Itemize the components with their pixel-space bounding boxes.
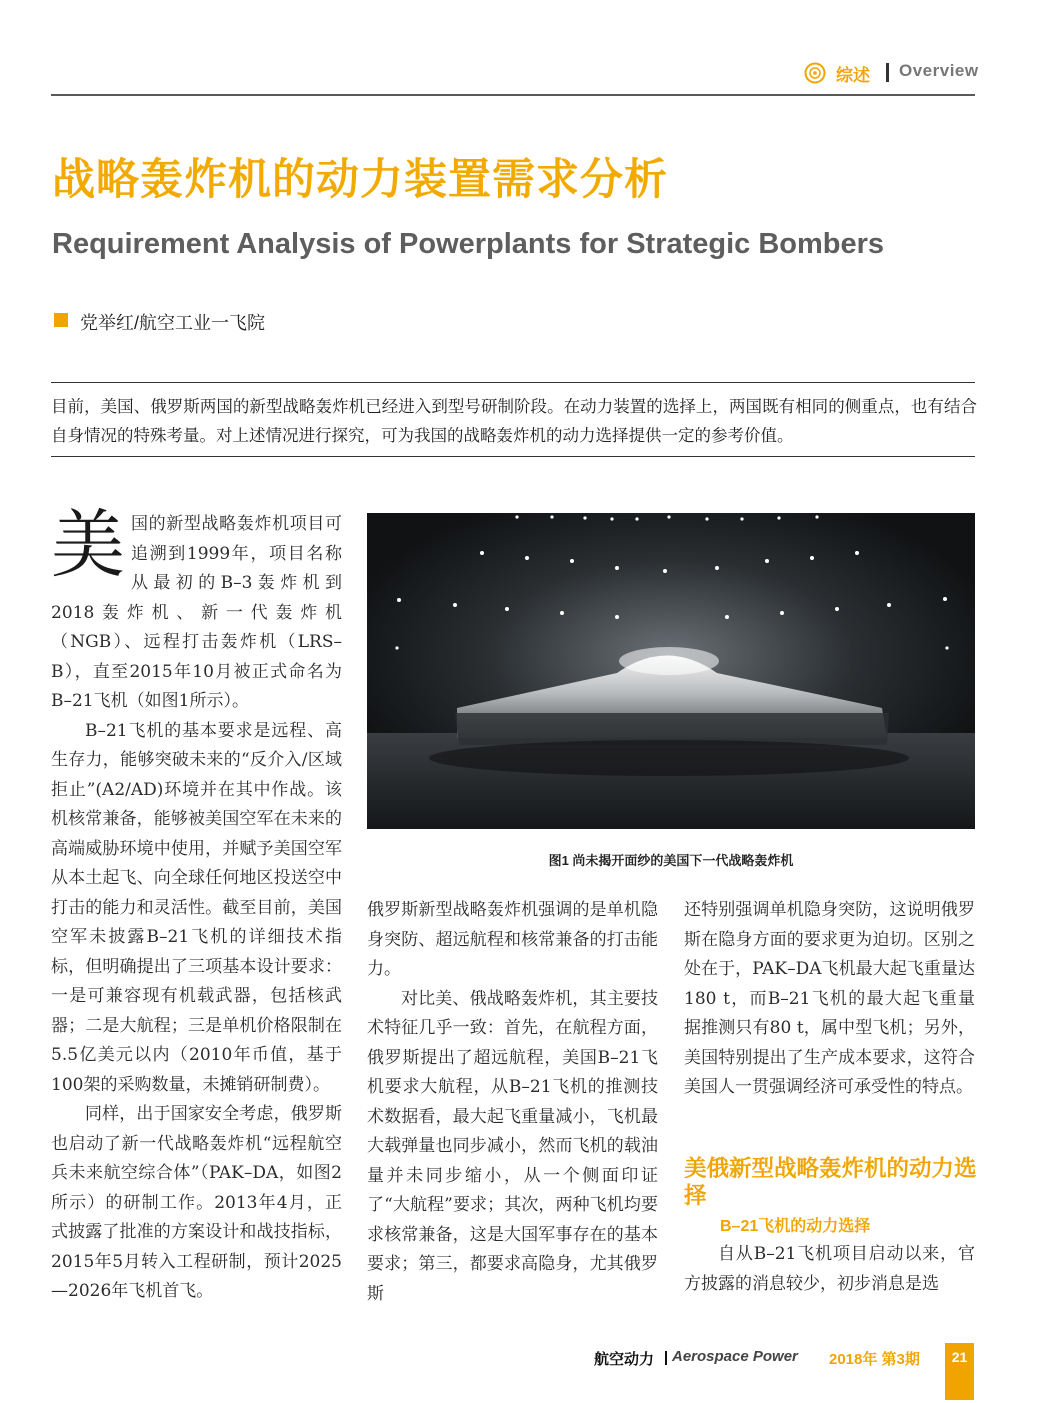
paragraph: 还特别强调单机隐身突防，这说明俄罗斯在隐身方面的要求更为迫切。区别之处在于，PAK–DA飞机最大起飞重量达180 t，而B–21飞机的最大起飞重量据推测只有80 t，属中型飞机；另外，美国特别提出了生产成本要求，这符合美国人一贯强调经济可承受性的特点。 [684,900,975,1097]
subsection-heading: B–21飞机的动力选择 [720,1218,871,1235]
article-title-cn: 战略轰炸机的动力装置需求分析 [52,156,668,204]
journal-name-en: Aerospace Power [672,1348,798,1365]
body-column-3 [684,896,975,1103]
author-line: 党举红/航空工业一飞院 [80,313,265,333]
author-marker [54,313,68,327]
body-column-3-continued [684,1240,975,1299]
header-divider [886,63,889,82]
paragraph: B–21飞机的基本要求是远程、高生存力，能够突破未来的“反介入/区域拒止”(A2/AD)环境并在其中作战。该机核常兼备，能够被美国空军在未来的高端威胁环境中使用，并赋予美国空军从本土起飞、向全球任何地区投送空中打击的能力和灵活性。截至目前，美国空军未披露B–21飞机的详细技术指标，但明确提出了三项基本设计要求：一是可兼容现有机载武器，包括核武器；二是大航程；三是单机价格限制在5.5亿美元以内（2010年币值，基于100架的采购数量，未摊销研制费）。 [51,720,342,1095]
section-label: 综述 [836,66,870,85]
issue-label: 2018年 第3期 [829,1351,920,1368]
figure-caption: 图1 尚未揭开面纱的美国下一代战略轰炸机 [548,853,794,868]
abstract-bottom-rule [51,456,975,457]
paragraph-text: 国的新型战略轰炸机项目可追溯到1999年，项目名称从最初的B–3轰炸机到2018轰炸机、新一代轰炸机（NGB）、远程打击轰炸机（LRS–B），直至2015年10月被正式命名为B–21飞机（如图1所示）。 [51,514,342,711]
paragraph: 自从B–21飞机项目启动以来，官方披露的消息较少，初步消息是选 [684,1244,975,1294]
abstract: 目前，美国、俄罗斯两国的新型战略轰炸机已经进入到型号研制阶段。在动力装置的选择上，两国既有相同的侧重点，也有结合自身情况的特殊考量。对上述情况进行探究，可为我国的战略轰炸机的动力选择提供一定的参考价值。 [51,398,977,445]
page-number: 21 [951,1349,968,1365]
paragraph: 对比美、俄战略轰炸机，其主要技术特征几乎一致：首先，在航程方面，俄罗斯提出了超远航程，美国B–21飞机要求大航程，从B–21飞机的推测技术数据看，最大起飞重量减小，飞机最大载弹量也同步减小，然而飞机的载油量并未同步缩小，从一个侧面印证了“大航程”要求；其次，两种飞机均要求核常兼备，这是大国军事存在的基本要求；第三，都要求高隐身，尤其俄罗斯 [367,988,658,1304]
footer-divider [665,1351,667,1365]
journal-name-cn: 航空动力 [594,1351,655,1368]
article-title-en: Requirement Analysis of Powerplants for Strategic Bombers [52,228,885,260]
header-rule [51,94,975,96]
paragraph: 同样，出于国家安全考虑，俄罗斯也启动了新一代战略轰炸机“远程航空兵未来航空综合体”（PAK–DA，如图2所示）的研制工作。2013年4月，正式披露了批准的方案设计和战技指标，2015年5月转入工程研制，预计2025—2026年飞机首飞。 [51,1104,342,1301]
figure-photo [367,513,975,829]
body-column-2 [367,896,658,1309]
paragraph: 俄罗斯新型战略轰炸机强调的是单机隐身突防、超远航程和核常兼备的打击能力。 [367,900,658,979]
section-heading: 美俄新型战略轰炸机的动力选择 [684,1156,977,1208]
body-column-1 [51,502,342,1307]
emblem-icon [804,62,826,84]
abstract-top-rule [51,382,975,383]
section-label-en: Overview [899,61,979,80]
paragraph [51,502,342,717]
drop-cap: 美 [51,502,125,588]
